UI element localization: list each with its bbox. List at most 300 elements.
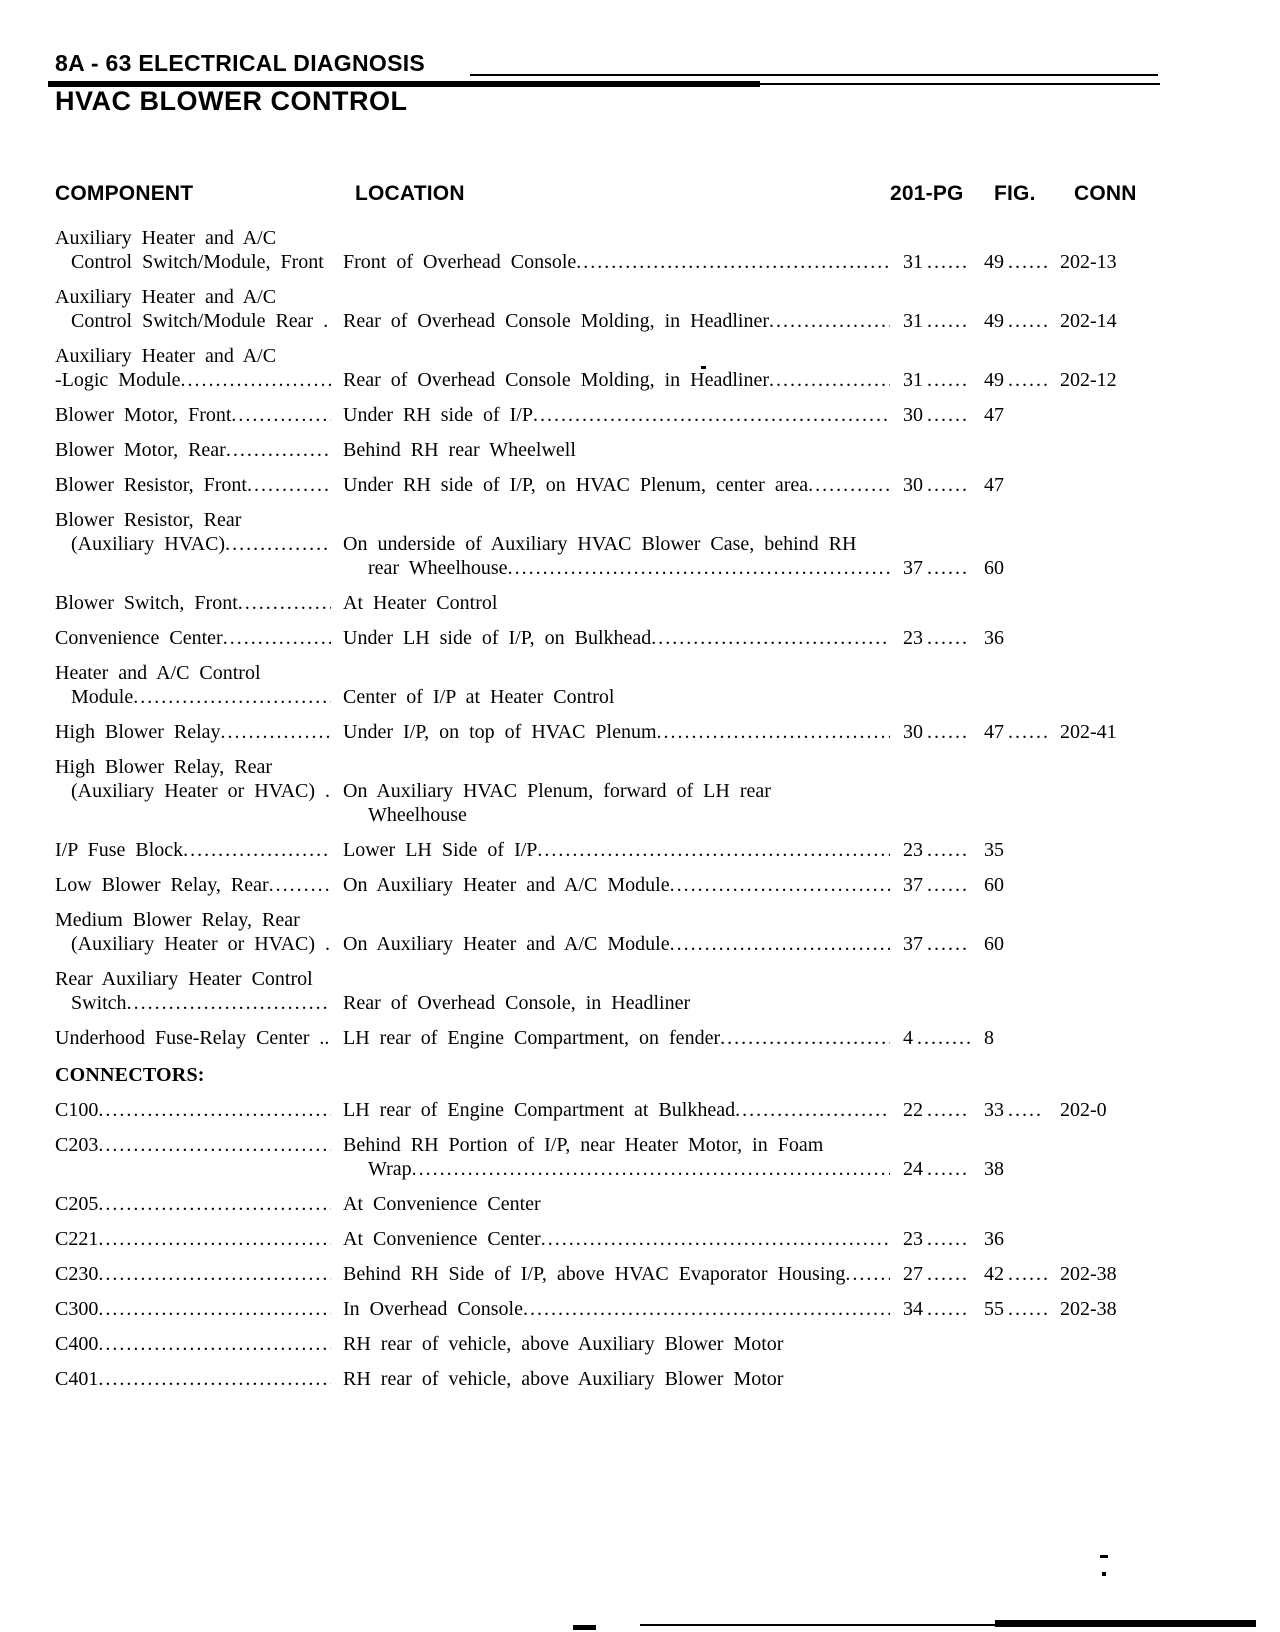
figure-number-cell [984, 1262, 1060, 1286]
component-cell-text: Underhood Fuse-Relay Center .. [55, 1027, 330, 1049]
location-cell [343, 1297, 898, 1321]
dot-leader [98, 1297, 331, 1321]
location-cell-text: Under RH side of I/P, on HVAC Plenum, center area [343, 474, 809, 496]
dot-leader: ...... [927, 1228, 969, 1250]
location-cell [343, 803, 898, 827]
location-cell-text: On Auxiliary Heater and A/C Module [343, 874, 670, 896]
component-cell [55, 438, 343, 462]
page-number-cell [898, 1026, 984, 1050]
location-cell [343, 309, 898, 333]
component-cell-text: (Auxiliary HVAC) [71, 533, 226, 555]
connector-number-cell: 202-41 [1060, 721, 1117, 743]
component-cell-text: (Auxiliary Heater or HVAC) . [71, 780, 331, 802]
table-row [55, 403, 1140, 427]
component-cell-text: High Blower Relay [55, 721, 221, 743]
table-row [55, 873, 1140, 897]
page-number-cell [898, 1297, 984, 1321]
component-cell [55, 403, 343, 427]
page-number-cell-value: 4 [903, 1027, 913, 1049]
component-cell [55, 250, 343, 274]
column-header-figure: FIG. [994, 182, 1036, 205]
page-number-cell-value: 22 [903, 1099, 923, 1121]
location-cell-text: Rear of Overhead Console Molding, in Headliner [343, 369, 770, 391]
component-cell-text: C221 [55, 1228, 99, 1250]
row-line [55, 556, 1140, 580]
dot-leader [98, 1367, 331, 1391]
dot-leader: ...... [927, 474, 969, 496]
location-cell [343, 556, 898, 580]
page-number-cell [898, 1227, 984, 1251]
figure-number-cell-value: 49 [984, 251, 1004, 273]
page-number-cell [898, 250, 984, 274]
component-cell-text: C400 [55, 1333, 99, 1355]
component-cell [55, 1367, 343, 1391]
dot-leader [98, 1262, 331, 1286]
location-cell-text: rear Wheelhouse [368, 557, 508, 579]
dot-leader: ...... [927, 1099, 969, 1121]
row-line [55, 285, 1140, 309]
component-cell-text: Module [71, 686, 134, 708]
component-cell-text: Convenience Center [55, 627, 223, 649]
component-cell [55, 755, 343, 779]
component-cell-text: Blower Motor, Rear [55, 439, 226, 461]
component-cell-text: Blower Resistor, Front [55, 474, 247, 496]
location-cell [343, 1367, 898, 1391]
table-row [55, 344, 1140, 392]
dot-leader: ...... [927, 874, 969, 896]
location-cell [343, 438, 898, 462]
page-number-cell-value: 30 [903, 474, 923, 496]
row-line [55, 403, 1140, 427]
dot-leader [541, 1227, 890, 1251]
row-line [55, 1367, 1140, 1391]
location-cell-text: Under RH side of I/P [343, 404, 533, 426]
location-cell-text: Wheelhouse [368, 804, 467, 826]
component-cell [55, 626, 343, 650]
location-cell-text: At Convenience Center [343, 1228, 541, 1250]
component-cell [55, 908, 343, 932]
component-cell-text: C230 [55, 1263, 99, 1285]
page-number-cell [898, 873, 984, 897]
component-cell [55, 1297, 343, 1321]
component-cell [55, 991, 343, 1015]
scan-speck [1100, 1555, 1108, 1558]
component-cell [55, 932, 343, 956]
figure-number-cell-value: 49 [984, 369, 1004, 391]
figure-number-cell [984, 309, 1060, 333]
location-cell-text: RH rear of vehicle, above Auxiliary Blower Motor [343, 1368, 784, 1390]
page-number-cell [898, 932, 984, 956]
location-cell [343, 1026, 898, 1050]
scan-speck [1102, 1572, 1106, 1576]
dot-leader: ...... [1008, 1298, 1050, 1320]
location-cell [343, 932, 898, 956]
component-cell-text: Rear Auxiliary Heater Control [55, 968, 313, 990]
page-number-cell-value: 31 [903, 369, 923, 391]
running-header: 8A - 63 ELECTRICAL DIAGNOSIS [55, 50, 426, 76]
row-line [55, 438, 1140, 462]
row-line [55, 591, 1140, 615]
figure-number-cell [984, 250, 1060, 274]
location-cell [343, 1262, 898, 1286]
component-cell-text: C205 [55, 1193, 99, 1215]
dot-leader: ...... [927, 839, 969, 861]
component-cell [55, 368, 343, 392]
figure-number-cell-value: 47 [984, 404, 1004, 426]
figure-number-cell-value: 36 [984, 1228, 1004, 1250]
location-cell-text: In Overhead Console [343, 1298, 523, 1320]
location-cell-text: At Convenience Center [343, 1193, 541, 1215]
component-location-table [55, 182, 1140, 1391]
row-line [55, 1026, 1140, 1050]
table-row [55, 1332, 1140, 1356]
figure-number-cell [984, 720, 1060, 744]
component-cell [55, 1227, 343, 1251]
dot-leader [238, 591, 331, 615]
component-cell [55, 591, 343, 615]
component-cell-text: Auxiliary Heater and A/C [55, 286, 277, 308]
figure-number-cell [984, 1227, 1060, 1251]
table-body [55, 226, 1140, 1391]
figure-number-cell-value: 38 [984, 1158, 1004, 1180]
figure-number-cell [984, 368, 1060, 392]
connector-number-cell: 202-0 [1060, 1099, 1107, 1121]
figure-number-cell [984, 873, 1060, 897]
row-line [55, 344, 1140, 368]
connector-number-cell: 202-14 [1060, 310, 1117, 332]
component-cell [55, 685, 343, 709]
table-header-row [55, 182, 1140, 206]
page-number-cell-value: 23 [903, 627, 923, 649]
dot-leader: ........ [917, 1027, 973, 1049]
dot-leader: ...... [927, 251, 969, 273]
row-line [55, 226, 1140, 250]
figure-number-cell-value: 42 [984, 1263, 1004, 1285]
row-line [55, 967, 1140, 991]
row-line [55, 932, 1140, 956]
dot-leader [651, 626, 890, 650]
row-line [55, 473, 1140, 497]
table-row [55, 1262, 1140, 1286]
column-header-connector: CONN [1074, 182, 1137, 205]
component-cell [55, 1192, 343, 1216]
table-row [55, 1367, 1140, 1391]
location-cell [343, 779, 898, 803]
row-line [55, 1192, 1140, 1216]
figure-number-cell [984, 838, 1060, 862]
component-cell-text: Auxiliary Heater and A/C [55, 227, 277, 249]
location-cell-text: RH rear of vehicle, above Auxiliary Blower Motor [343, 1333, 784, 1355]
page-number-cell [898, 556, 984, 580]
figure-number-cell-value: 60 [984, 933, 1004, 955]
figure-number-cell-value: 33 [984, 1099, 1004, 1121]
table-row [55, 626, 1140, 650]
location-cell [343, 473, 898, 497]
dot-leader: ...... [1008, 369, 1050, 391]
location-cell-text: Center of I/P at Heater Control [343, 686, 615, 708]
figure-number-cell [984, 556, 1060, 580]
dot-leader: ...... [927, 369, 969, 391]
dot-leader: ...... [927, 933, 969, 955]
page-number-cell-value: 23 [903, 839, 923, 861]
component-cell-text: Blower Resistor, Rear [55, 509, 242, 531]
dot-leader: ...... [1008, 721, 1050, 743]
component-cell [55, 1262, 343, 1286]
page-number-cell-value: 23 [903, 1228, 923, 1250]
dot-leader: ...... [927, 310, 969, 332]
component-cell-text: Medium Blower Relay, Rear [55, 909, 300, 931]
page-number-cell-value: 34 [903, 1298, 923, 1320]
page-number-cell [898, 1262, 984, 1286]
location-cell [343, 591, 898, 615]
component-cell [55, 309, 343, 333]
table-row [55, 755, 1140, 827]
location-cell [343, 720, 898, 744]
row-line [55, 838, 1140, 862]
row-line [55, 250, 1140, 274]
dot-leader [537, 838, 890, 862]
page-number-cell [898, 368, 984, 392]
component-cell-text: I/P Fuse Block [55, 839, 184, 861]
component-cell [55, 226, 343, 250]
location-cell [343, 1192, 898, 1216]
page-number-cell-value: 30 [903, 721, 923, 743]
row-line [55, 685, 1140, 709]
row-line [55, 368, 1140, 392]
dot-leader [508, 556, 890, 580]
component-cell-text: Auxiliary Heater and A/C [55, 345, 277, 367]
dot-leader [98, 1332, 331, 1356]
location-cell-text: LH rear of Engine Compartment at Bulkhead [343, 1099, 736, 1121]
figure-number-cell [984, 1297, 1060, 1321]
location-cell [343, 1332, 898, 1356]
location-cell [343, 626, 898, 650]
figure-number-cell-value: 49 [984, 310, 1004, 332]
dot-leader [133, 685, 331, 709]
component-cell-text: C203 [55, 1134, 99, 1156]
component-cell-text: Blower Motor, Front [55, 404, 232, 426]
dot-leader [226, 438, 331, 462]
dot-leader [225, 532, 331, 556]
dot-leader: ...... [927, 1298, 969, 1320]
dot-leader: ...... [927, 557, 969, 579]
figure-number-cell [984, 473, 1060, 497]
dot-leader [523, 1297, 890, 1321]
location-cell [343, 685, 898, 709]
page-number-cell-value: 24 [903, 1158, 923, 1180]
figure-number-cell-value: 36 [984, 627, 1004, 649]
dot-leader [98, 1227, 331, 1251]
row-line [55, 626, 1140, 650]
component-cell [55, 967, 343, 991]
dot-leader [845, 1262, 890, 1286]
component-cell [55, 344, 343, 368]
page-number-cell [898, 1098, 984, 1122]
figure-number-cell [984, 1157, 1060, 1181]
scan-artifact-block [573, 1625, 596, 1630]
dot-leader [223, 626, 331, 650]
table-row [55, 1227, 1140, 1251]
location-cell-text: Under LH side of I/P, on Bulkhead [343, 627, 652, 649]
component-cell [55, 1026, 343, 1050]
dot-leader [98, 1098, 331, 1122]
component-cell-text: Control Switch/Module, Front [71, 251, 324, 273]
page-number-cell [898, 309, 984, 333]
table-row [55, 508, 1140, 580]
figure-number-cell-value: 60 [984, 874, 1004, 896]
page-number-cell [898, 626, 984, 650]
row-line [55, 1133, 1140, 1157]
figure-number-cell-value: 8 [984, 1027, 994, 1049]
location-cell [343, 1133, 898, 1157]
page-number-cell-value: 37 [903, 874, 923, 896]
dot-leader: ...... [927, 1263, 969, 1285]
component-cell-text: Switch [71, 992, 127, 1014]
dot-leader [412, 1157, 890, 1181]
component-cell [55, 1332, 343, 1356]
component-cell-text: -Logic Module [55, 369, 181, 391]
component-cell-text: High Blower Relay, Rear [55, 756, 272, 778]
dot-leader: ...... [1008, 310, 1050, 332]
component-cell-text: Heater and A/C Control [55, 662, 261, 684]
component-cell [55, 838, 343, 862]
dot-leader: ...... [1008, 251, 1050, 273]
location-cell-text: Wrap [368, 1158, 412, 1180]
dot-leader [670, 873, 890, 897]
scan-artifact-line [640, 1624, 1000, 1626]
location-cell-text: Rear of Overhead Console Molding, in Headliner [343, 310, 770, 332]
page-number-cell-value: 37 [903, 933, 923, 955]
page-number-cell-value: 31 [903, 310, 923, 332]
location-cell [343, 1098, 898, 1122]
location-cell-text: Front of Overhead Console [343, 251, 577, 273]
dot-leader [533, 403, 890, 427]
page-title: HVAC BLOWER CONTROL [55, 86, 408, 116]
component-cell [55, 873, 343, 897]
table-row [55, 661, 1140, 709]
page-number-cell-value: 31 [903, 251, 923, 273]
dot-leader [183, 838, 331, 862]
component-cell-text: Low Blower Relay, Rear [55, 874, 269, 896]
component-cell [55, 720, 343, 744]
component-cell-text: Control Switch/Module Rear . [71, 310, 329, 332]
table-row [55, 967, 1140, 1015]
connector-number-cell: 202-12 [1060, 369, 1117, 391]
row-line [55, 1262, 1140, 1286]
dot-leader [670, 932, 890, 956]
dot-leader [98, 1133, 331, 1157]
figure-number-cell [984, 1098, 1060, 1122]
page-number-cell [898, 403, 984, 427]
dot-leader [221, 720, 331, 744]
page-number-cell [898, 838, 984, 862]
connectors-heading: CONNECTORS: [55, 1064, 205, 1086]
row-line [55, 1157, 1140, 1181]
figure-number-cell [984, 403, 1060, 427]
table-row [55, 1133, 1140, 1181]
location-cell [343, 403, 898, 427]
table-row [55, 473, 1140, 497]
dot-leader [98, 1192, 331, 1216]
dot-leader: ...... [927, 1158, 969, 1180]
location-cell-text: Rear of Overhead Console, in Headliner [343, 992, 691, 1014]
column-header-location: LOCATION [355, 182, 465, 205]
row-line [55, 991, 1140, 1015]
dot-leader [181, 368, 331, 392]
row-line [55, 532, 1140, 556]
component-cell [55, 473, 343, 497]
location-cell-text: On Auxiliary HVAC Plenum, forward of LH rear [343, 780, 771, 802]
page-number-cell-value: 30 [903, 404, 923, 426]
column-header-component: COMPONENT [55, 182, 194, 205]
table-row [55, 1098, 1140, 1122]
header-rule-extension [756, 83, 1160, 85]
component-cell [55, 1133, 343, 1157]
location-cell [343, 991, 898, 1015]
location-cell [343, 838, 898, 862]
table-row [55, 838, 1140, 862]
dot-leader [576, 250, 890, 274]
component-cell-text: C100 [55, 1099, 99, 1121]
location-cell [343, 368, 898, 392]
table-row [55, 908, 1140, 956]
page-number-cell [898, 473, 984, 497]
page-number-cell-value: 37 [903, 557, 923, 579]
location-cell [343, 250, 898, 274]
row-line [55, 908, 1140, 932]
location-cell [343, 532, 898, 556]
dot-leader [769, 309, 890, 333]
table-row [55, 285, 1140, 333]
connector-number-cell: 202-13 [1060, 251, 1117, 273]
dot-leader [808, 473, 890, 497]
location-cell-text: Behind RH Side of I/P, above HVAC Evaporator Housing [343, 1263, 846, 1285]
dot-leader [657, 720, 890, 744]
component-cell [55, 508, 343, 532]
dot-leader [720, 1026, 890, 1050]
location-cell [343, 873, 898, 897]
location-cell-text: LH rear of Engine Compartment, on fender [343, 1027, 721, 1049]
table-row [55, 1192, 1140, 1216]
scan-artifact-line [995, 1620, 1256, 1627]
location-cell-text: Lower LH Side of I/P [343, 839, 538, 861]
table-row [55, 720, 1140, 744]
figure-number-cell-value: 35 [984, 839, 1004, 861]
dot-leader: ...... [927, 627, 969, 649]
column-header-page: 201-PG [890, 182, 964, 205]
figure-number-cell [984, 1026, 1060, 1050]
dot-leader: ...... [927, 404, 969, 426]
dot-leader: ...... [1008, 1263, 1050, 1285]
location-cell-text: On Auxiliary Heater and A/C Module [343, 933, 670, 955]
component-cell-text: (Auxiliary Heater or HVAC) . [71, 933, 331, 955]
row-line [55, 873, 1140, 897]
figure-number-cell [984, 932, 1060, 956]
figure-number-cell-value: 55 [984, 1298, 1004, 1320]
table-row [55, 1026, 1140, 1050]
component-cell [55, 532, 343, 556]
location-cell-text: At Heater Control [343, 592, 498, 614]
component-cell-text: C401 [55, 1368, 99, 1390]
component-cell [55, 661, 343, 685]
location-cell [343, 1157, 898, 1181]
location-cell-text: Under I/P, on top of HVAC Plenum [343, 721, 657, 743]
table-row [55, 1297, 1140, 1321]
dot-leader: ..... [1008, 1099, 1043, 1121]
header-rule-thin [470, 74, 1158, 76]
dot-leader: ...... [927, 721, 969, 743]
connector-number-cell: 202-38 [1060, 1263, 1117, 1285]
